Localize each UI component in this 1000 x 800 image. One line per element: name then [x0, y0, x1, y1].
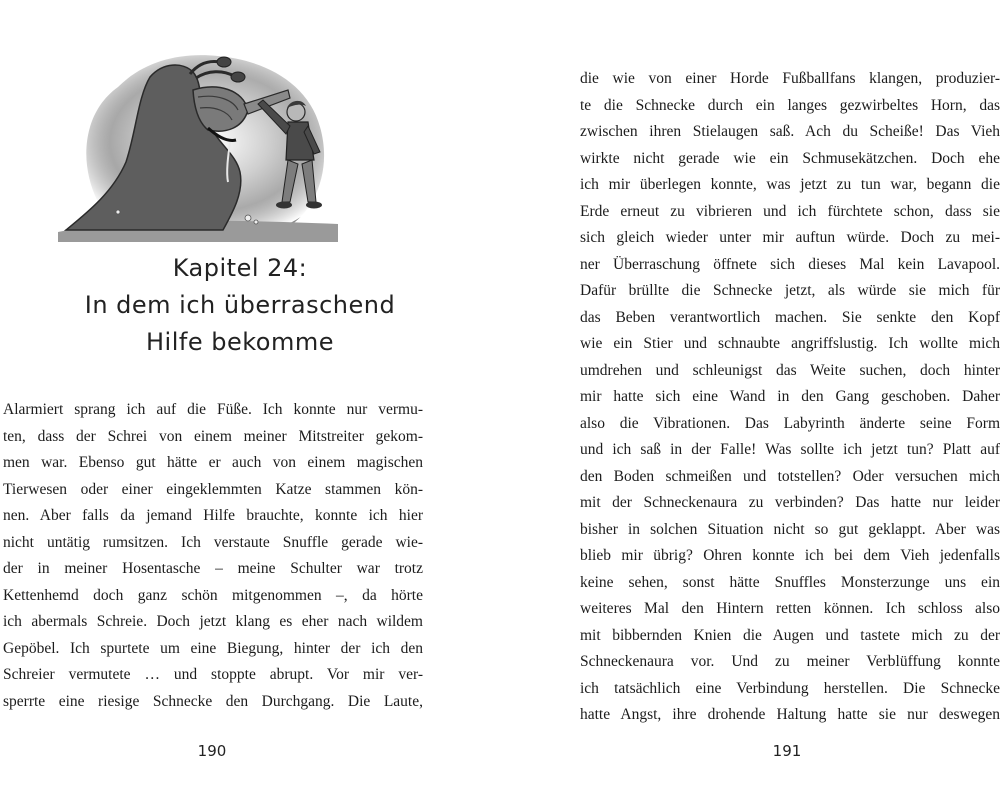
- text-line: mir hatte sich eine Wand in den Gang geschoben. Daher: [580, 388, 1000, 405]
- page-number-right: 191: [772, 742, 802, 760]
- text-line: die wie von einer Horde Fußballfans klangen, produzier-: [580, 70, 1000, 87]
- text-line: sperrte eine riesige Schnecke den Durchgang. Die Laute,: [3, 692, 423, 710]
- chapter-title: [40, 250, 440, 361]
- text-line: ich mir überlegen konnte, was jetzt zu tun war, begann die: [580, 176, 1000, 193]
- right-page: [500, 0, 1000, 800]
- page-number-left: 190: [197, 742, 227, 760]
- text-line: mit der Schneckenaura zu verbinden? Das hatte nur leider: [580, 494, 1000, 511]
- text-line: wie ein Stier und schnaubte angriffslustig. Ich wollte mich: [580, 335, 1000, 352]
- text-line: zwischen ihren Stielaugen saß. Ach du Scheiße! Das Vieh: [580, 123, 1000, 140]
- text-line: te die Schnecke durch ein langes gezwirbeltes Horn, das: [580, 96, 1000, 114]
- chapter-title-line-2: In dem ich überraschend: [84, 291, 396, 319]
- snail-monster-and-boy-illustration: [58, 42, 338, 242]
- text-line: ich abermals Schreie. Doch jetzt klang es eher nach wildem: [3, 613, 423, 630]
- text-line: Schneckenaura vor. Und zu meiner Verblüffung konnte: [580, 653, 1000, 670]
- text-line: ten, dass der Schrei von einem meiner Mitstreiter gekom-: [3, 427, 423, 445]
- text-line: weiteres Mal den Hintern retten können. Ich schloss also: [580, 600, 1000, 617]
- text-line: wirkte nicht gerade wie ein Schmusekätzchen. Doch ehe: [580, 149, 1000, 167]
- chapter-title-line-1: Kapitel 24:: [172, 254, 308, 282]
- left-page-body-text: [3, 397, 423, 715]
- text-line: keine sehen, sonst hätte Snuffles Monsterzunge uns ein: [580, 573, 1000, 591]
- text-line: Alarmiert sprang ich auf die Füße. Ich konnte nur vermu-: [3, 401, 423, 418]
- text-line: blieb mir übrig? Ohren konnte ich bei dem Vieh jedenfalls: [580, 547, 1000, 564]
- right-page-body-text: [580, 66, 1000, 729]
- text-line: ich tatsächlich eine Verbindung herstellen. Die Schnecke: [580, 679, 1000, 697]
- text-line: Schreier vermutete … und stoppte abrupt. Vor mir ver-: [3, 666, 423, 683]
- text-line: Erde erneut zu vibrieren und ich fürchtete schon, dass sie: [580, 202, 1000, 220]
- text-line: Kettenhemd doch ganz schön mitgenommen –, da hörte: [3, 586, 423, 604]
- text-line: hatte Angst, ihre drohende Haltung hatte sie nur deswegen: [580, 706, 1000, 723]
- text-line: mit bibbernden Knien die Augen und tastete mich zu der: [580, 626, 1000, 644]
- text-line: der in meiner Hosentasche – meine Schulter war trotz: [3, 560, 423, 577]
- chapter-title-line-3: Hilfe bekomme: [146, 328, 334, 356]
- text-line: umdrehen und schleunigst das Weite suchen, doch hinter: [580, 361, 1000, 379]
- text-line: Gepöbel. Ich spurtete um eine Biegung, hinter der ich den: [3, 639, 423, 657]
- text-line: also die Vibrationen. Das Labyrinth änderte seine Form: [580, 414, 1000, 432]
- text-line: den Boden schmeißen und totstellen? Oder versuchen mich: [580, 467, 1000, 485]
- text-line: Tierwesen oder einer eingeklemmten Katze stammen kön-: [3, 480, 423, 498]
- text-line: sich gleich wieder unter mir auftun würde. Doch zu mei-: [580, 229, 1000, 246]
- text-line: und ich saß in der Falle! Was sollte ich jetzt tun? Platt auf: [580, 441, 1000, 458]
- text-line: Dafür brüllte die Schnecke jetzt, als würde sie mich für: [580, 282, 1000, 299]
- text-line: bisher in solchen Situation nicht so gut geklappt. Aber was: [580, 520, 1000, 538]
- text-line: men war. Ebenso gut hätte er auch von einem magischen: [3, 454, 423, 471]
- text-line: nen. Aber falls da jemand Hilfe brauchte, konnte ich hier: [3, 507, 423, 524]
- text-line: das Beben verantwortlich machen. Sie senkte den Kopf: [580, 308, 1000, 326]
- text-line: ner Überraschung öffnete sich dieses Mal kein Lavapool.: [580, 255, 1000, 273]
- text-line: nicht untätig rumsitzen. Ich verstaute Snuffle gerade wie-: [3, 533, 423, 551]
